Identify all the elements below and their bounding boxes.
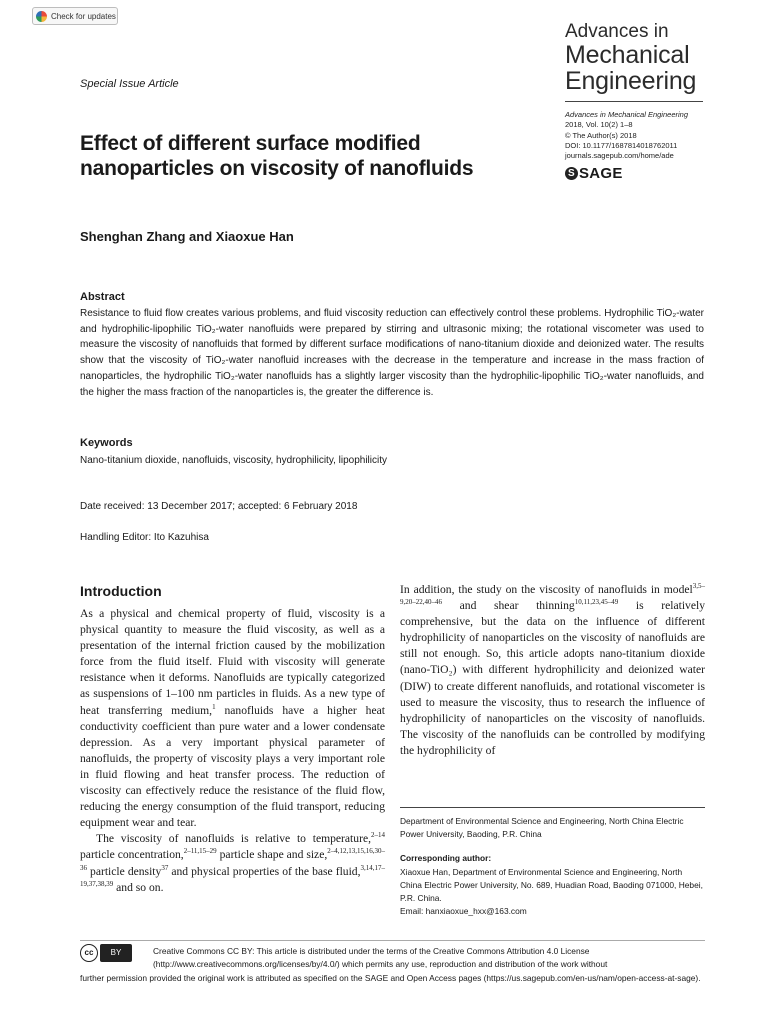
citation[interactable]: 10,11,23,45–49 — [574, 598, 619, 607]
journal-meta — [565, 110, 688, 161]
author-list: Shenghan Zhang and Xiaoxue Han — [80, 229, 294, 244]
article-title: Effect of different surface modified nanoparticles on viscosity of nanofluids — [80, 132, 474, 180]
journal-logo — [565, 22, 696, 94]
corresponding-author-heading: Corresponding author: — [400, 853, 492, 863]
license-line-3[interactable]: further permission provided the original work is attributed as specified on the SAGE and Open Access pages (https://us.sagepub.com/en-us/nam/open-access-at-sage). — [80, 972, 701, 983]
cc-by-icon: BY — [100, 944, 132, 962]
license-line-1: Creative Commons CC BY: This article is distributed under the terms of the Creative Commons Attribution 4.0 License — [153, 946, 590, 956]
citation[interactable]: 37 — [161, 863, 169, 872]
intro-paragraph-2: The viscosity of nanofluids is relative to temperature,$^{2-14}$ particle concentration,$^{2-11,15-29}$ particle shape and size,$^{2-4,12,13,15,16,30-36}$ particle density$^{37}$ and physical properties of the base fluid,$^{3,14,17-19,37,38,39}$ and so on. — [80, 831, 386, 894]
journal-logo-line2: Mechanical — [565, 41, 690, 69]
footnote-divider — [400, 807, 705, 808]
article-type: Special Issue Article — [80, 78, 179, 90]
corresponding-author-details — [400, 866, 705, 918]
introduction-heading: Introduction — [80, 583, 162, 599]
journal-logo-line1: Advances in — [565, 21, 669, 42]
check-for-updates-button[interactable] — [32, 7, 118, 25]
license-divider — [80, 940, 705, 941]
intro-paragraph-1: As a physical and chemical property of fluid, viscosity is a physical quantity to measure the fluid viscosity, as well as a presentation of the internal friction caused by the mobilization force from the fluid itself. Fluid with viscosity will generate resistance when it deforms. Nanofluids are typically categorized as suspensions of 1–100 nm particles in fluids. As a new type of heat transferring medium,$^1$ nanofluids have a higher heat conductivity coefficient than pure water and a lower condensate depression. As a very important physical parameter of nanofluids, the property of viscosity plays a very important role in fluid flowing and heat transfer process. The reduction of viscosity can effectively reduce the resistance of the fluid flow, reducing the energy consumption of the fluid transport, reducing equipment wear and tear. — [80, 607, 385, 830]
sage-s-icon: S — [565, 167, 578, 180]
journal-name: Advances in Mechanical Engineering — [565, 110, 688, 119]
abstract-heading: Abstract — [80, 291, 125, 303]
doi-link[interactable]: DOI: 10.1177/1687814018762011 — [565, 140, 678, 150]
keywords-text: Nano-titanium dioxide, nanofluids, viscosity, hydrophilicity, lipophilicity — [80, 455, 387, 466]
intro-paragraph-3: In addition, the study on the viscosity of nanofluids in model$^{3,5-9,20-22,40-46}$ and shear thinning$^{10,11,23,45-49}$ is relatively comprehensive, but the data on the influence of different hydrophilicity of nanoparticles on the viscosity of nanofluids are still not enough. So, this article adopts nano-titanium dioxide (nano-TiO₂) with different hydrophilicity and deionized water (DIW) to create different nanofluids, and rotational viscometer is used to measure the viscosity, thus to research the influence of hydrophilicity of nanoparticles on the viscosity of nanofluids. The viscosity of the nanofluids can be controlled by modifying the hydrophilicity of — [400, 582, 705, 757]
date-received: Date received: 13 December 2017; accepted: 6 February 2018 — [80, 501, 358, 512]
license-text — [80, 945, 705, 985]
citation[interactable]: 2–14 — [371, 831, 385, 840]
body-column-right — [400, 582, 705, 759]
citation[interactable]: 2–11,15–29 — [183, 847, 217, 856]
abstract-text: Resistance to fluid flow creates various problems, and fluid viscosity reduction can effectively control these problems. Hydrophilic TiO₂-water and hydrophilic-lipophilic TiO₂-water nanofluids were prepared by stirring and ultrasonic mixing; the rotational viscometer was used to measure the viscosity of nanofluids that formed by different surface modifications of nano-titanium dioxide and deionized water. The results show that the viscosity of TiO₂-water nanofluid increases with the decrease in the temperature and increase in the mass fraction of nanoparticles, the hydrophilic TiO₂-water nanofluids has a slightly larger viscosity than the hydrophilic-lipophilic TiO₂-water nanofluids, and the higher the mass fraction of the nanoparticles is, the greater the difference is. — [80, 308, 704, 398]
header-divider — [565, 101, 703, 102]
check-updates-label: Check for updates — [51, 11, 116, 21]
affiliation: Department of Environmental Science and Engineering, North China Electric Power University, Baoding, P.R. China — [400, 816, 684, 839]
citation[interactable]: 3,14,17–19,37,38,39 — [80, 863, 386, 888]
keywords-heading: Keywords — [80, 437, 133, 449]
body-column-left — [80, 606, 385, 896]
handling-editor: Handling Editor: Ito Kazuhisa — [80, 532, 209, 543]
journal-logo-line3: Engineering — [565, 67, 697, 95]
cc-icon: cc — [80, 944, 98, 962]
copyright-line: © The Author(s) 2018 — [565, 130, 637, 140]
citation[interactable]: 2–4,12,13,15,16,30–36 — [80, 847, 385, 872]
corresponding-author-email[interactable]: Email: hanxiaoxue_hxx@163.com — [400, 906, 527, 916]
citation[interactable]: 1 — [212, 702, 216, 711]
sage-logo — [565, 165, 623, 182]
citation[interactable]: 3,5–9,20–22,40–46 — [400, 582, 705, 607]
journal-volume: 2018, Vol. 10(2) 1–8 — [565, 120, 633, 130]
sage-wordmark: SAGE — [579, 165, 623, 182]
journal-url-link[interactable]: journals.sagepub.com/home/ade — [565, 151, 674, 161]
license-line-2[interactable]: (http://www.creativecommons.org/licenses/by/4.0/) which permits any use, reproduction and distribution of the work without — [153, 959, 608, 970]
check-updates-icon — [36, 11, 47, 22]
corresponding-author-address: Xiaoxue Han, Department of Environmental Science and Engineering, North China Electric Power University, No. 689, Huadian Road, Baoding 071000, Hebei, P.R. China. — [400, 867, 703, 903]
